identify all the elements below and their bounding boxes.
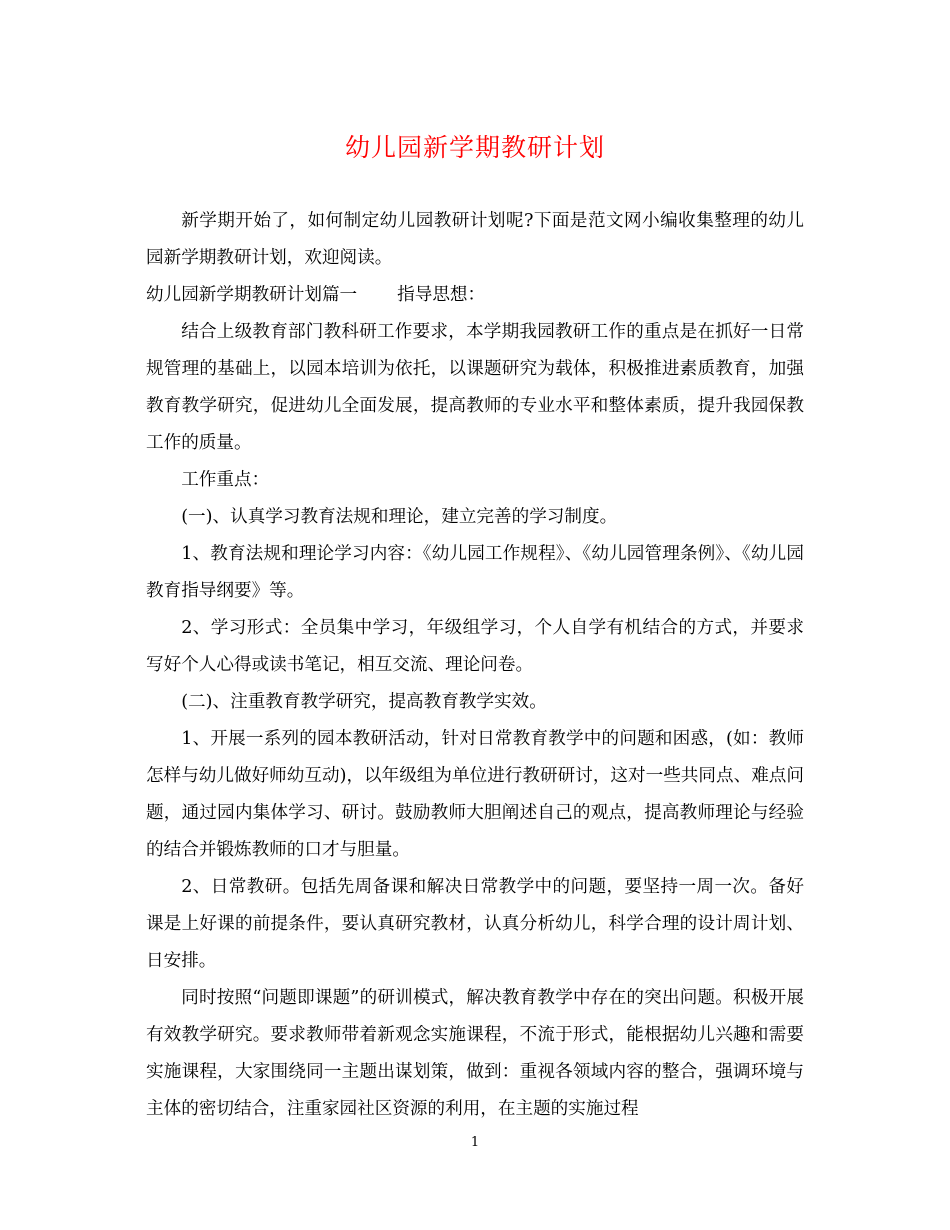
paragraph-work-focus-heading: 工作重点： <box>181 470 270 490</box>
document-title: 幼儿园新学期教研计划 <box>344 133 605 162</box>
paragraph-item-2-2: 2、日常教研。包括先周备课和解决日常教学中的问题，要坚持一周一次。备好课是上好课的前提条件，要认真研究教材，认真分析幼儿，科学合理的设计周计划、日安排。 <box>146 877 804 971</box>
paragraph-item-1-2: 2、学习形式：全员集中学习，年级组学习，个人自学有机结合的方式，并要求写好个人心得或读书笔记，相互交流、理论问卷。 <box>146 618 804 675</box>
guiding-label: 指导思想： <box>397 285 486 305</box>
page-number: 1 <box>470 1135 480 1150</box>
section-heading: 幼儿园新学期教研计划篇一 <box>146 285 358 305</box>
section-heading-line <box>146 277 804 314</box>
paragraph-item-2-1: 1、开展一系列的园本教研活动，针对日常教育教学中的问题和困惑，(如：教师怎样与幼儿做好师幼互动)，以年级组为单位进行教研研讨，这对一些共同点、难点问题，通过园内集体学习、研讨。鼓励教师大胆阐述自己的观点，提高教师理论与经验的结合并锻炼教师的口才与胆量。 <box>146 729 804 860</box>
paragraph-guiding-thought: 结合上级教育部门教科研工作要求，本学期我园教研工作的重点是在抓好一日常规管理的基础上，以园本培训为依托，以课题研究为载体，积极推进素质教育，加强教育教学研究，促进幼儿全面发展，提高教师的专业水平和整体素质，提升我园保教工作的质量。 <box>146 322 804 453</box>
intro-paragraph: 新学期开始了，如何制定幼儿园教研计划呢?下面是范文网小编收集整理的幼儿园新学期教研计划，欢迎阅读。 <box>146 211 804 268</box>
paragraph-research-mode: 同时按照“问题即课题”的研训模式，解决教育教学中存在的突出问题。积极开展有效教学研究。要求教师带着新观念实施课程，不流于形式，能根据幼儿兴趣和需要实施课程，大家围绕同一主题出谋划策，做到：重视各领域内容的整合，强调环境与主体的密切结合，注重家园社区资源的利用，在主题的实施过程 <box>146 988 804 1119</box>
document-body <box>146 203 804 1128</box>
paragraph-item-1-1: 1、教育法规和理论学习内容：《幼儿园工作规程》、《幼儿园管理条例》、《幼儿园教育指导纲要》等。 <box>146 544 804 601</box>
paragraph-section-two-heading: (二)、注重教育教学研究，提高教育教学实效。 <box>181 692 547 712</box>
paragraph-section-one-heading: (一)、认真学习教育法规和理论，建立完善的学习制度。 <box>181 507 618 527</box>
